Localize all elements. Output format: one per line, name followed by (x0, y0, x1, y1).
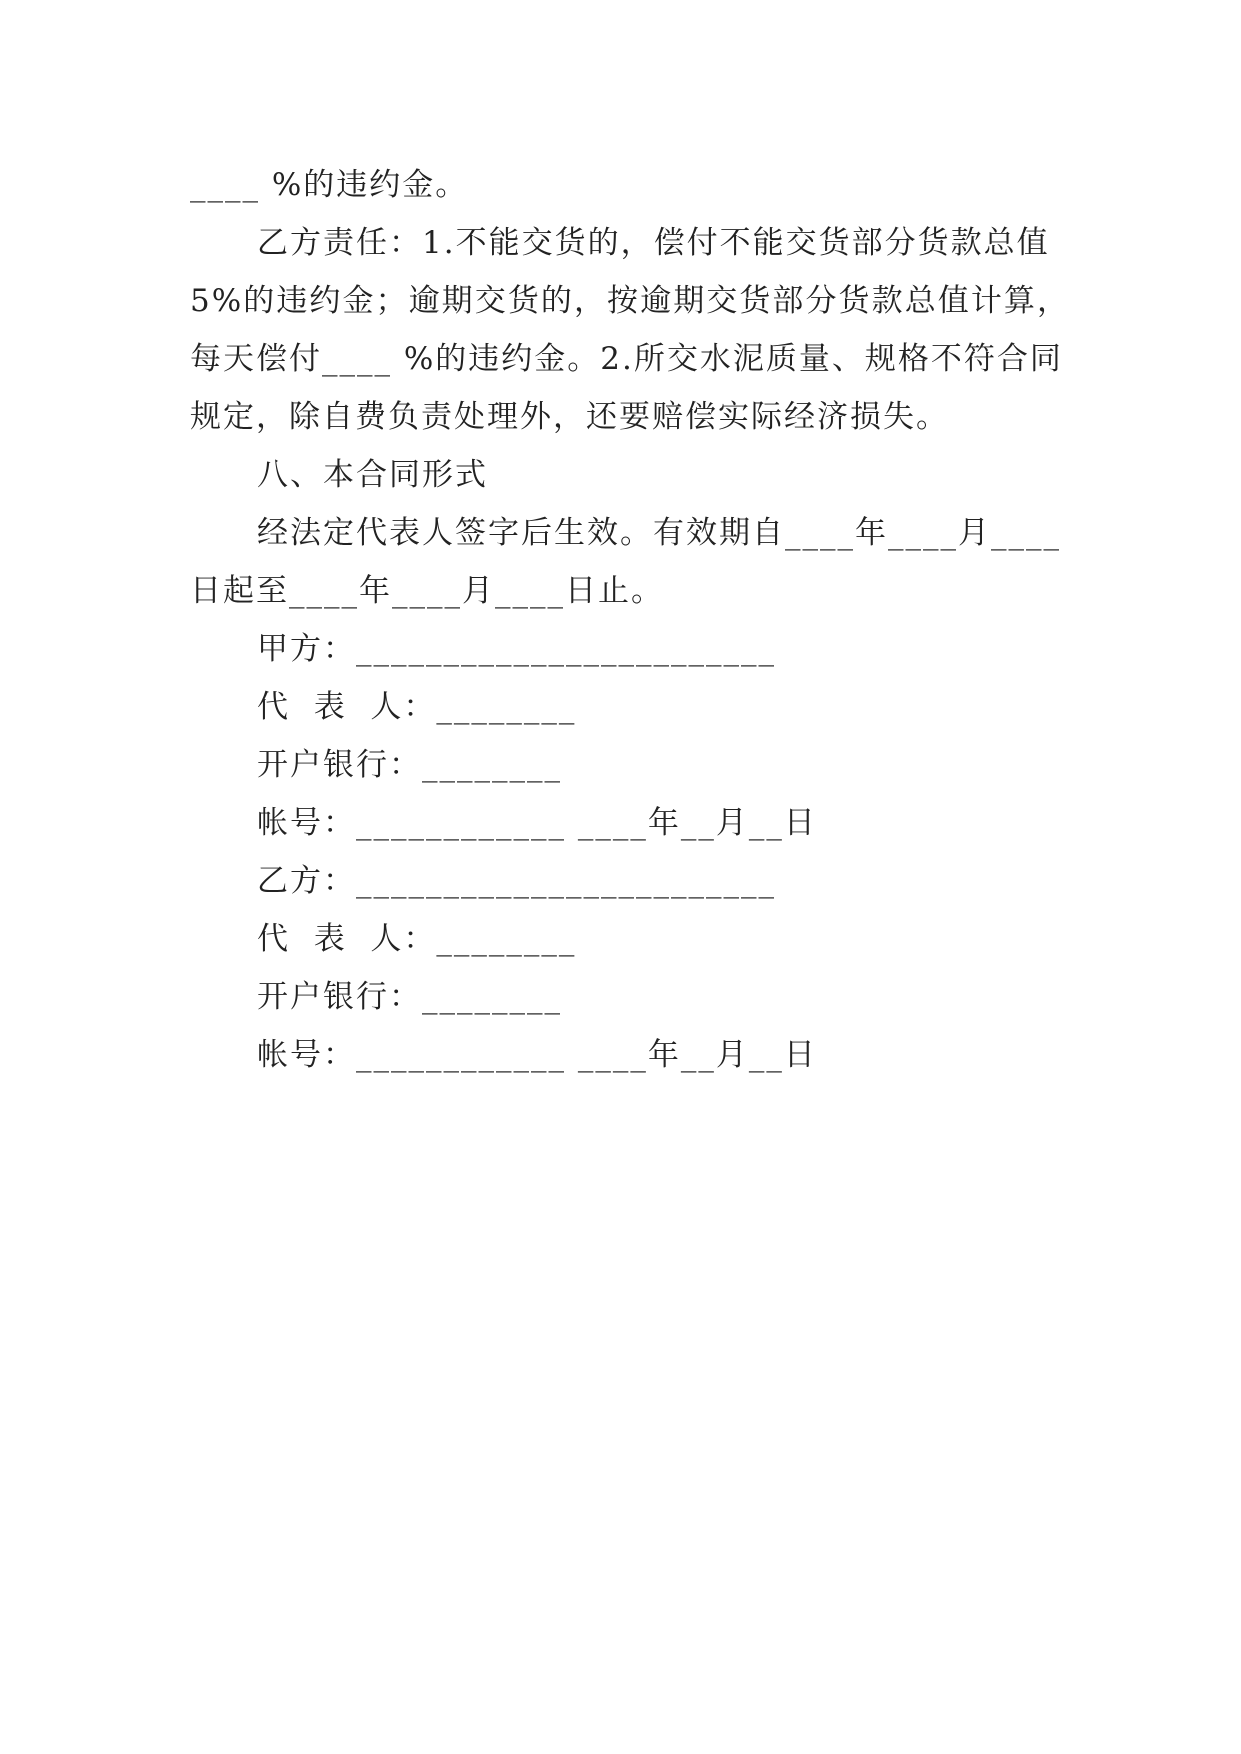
party-b-representative-line: 代 表 人：________ (257, 921, 577, 957)
party-a-name-line: 甲方：________________________ (257, 631, 776, 667)
party-b-bank-line: 开户银行：________ (257, 979, 562, 1015)
party-a-bank-line: 开户银行：________ (257, 747, 562, 783)
text-line: 每天偿付____ %的违约金。2.所交水泥质量、规格不符合同 (190, 341, 1063, 377)
section-heading: 八、本合同形式 (257, 457, 488, 493)
text-line: 5%的违约金；逾期交货的，按逾期交货部分货款总值计算， (190, 283, 1070, 319)
text-line: 乙方责任：1.不能交货的，偿付不能交货部分货款总值 (257, 225, 1050, 261)
text-line: 规定，除自费负责处理外，还要赔偿实际经济损失。 (190, 399, 949, 435)
party-b-account-date-line: 帐号：____________ ____年__月__日 (257, 1037, 817, 1073)
party-a-account-date-line: 帐号：____________ ____年__月__日 (257, 805, 817, 841)
text-line: 日起至____年____月____日止。 (190, 573, 664, 609)
party-a-representative-line: 代 表 人：________ (257, 689, 577, 725)
text-line: 经法定代表人签字后生效。有效期自____年____月____ (257, 515, 1061, 551)
party-b-name-line: 乙方：________________________ (257, 863, 776, 899)
text-line: ____ %的违约金。 (190, 167, 469, 203)
